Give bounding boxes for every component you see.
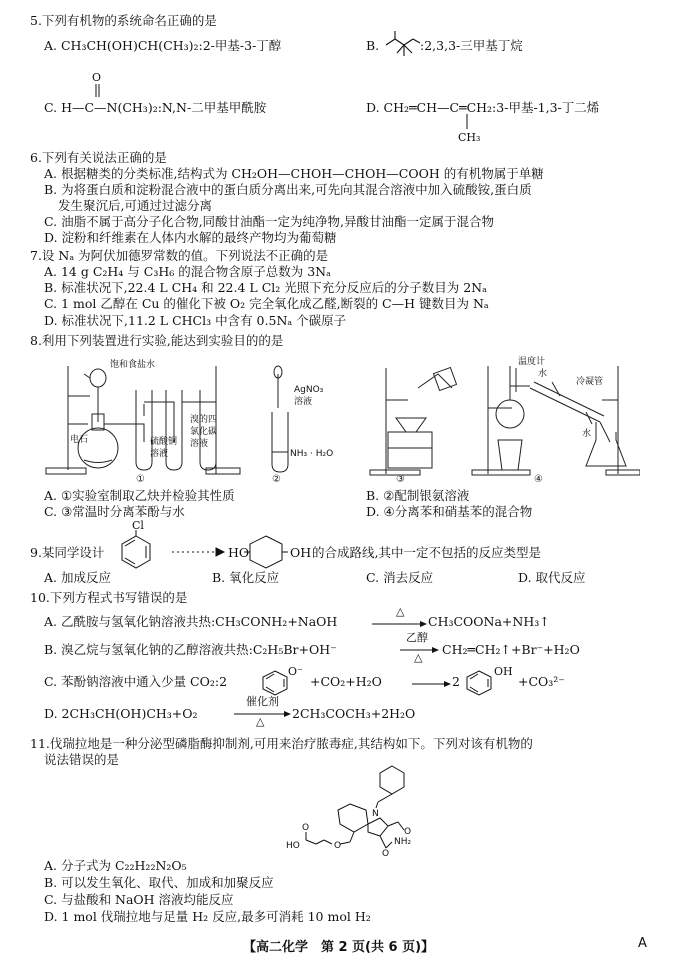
- q11-stem-line1: 11.伐瑞拉地是一种分泌型磷脂酶抑制剂,可用来治疗脓毒症,其结构如下。下列对该有机物的: [30, 736, 533, 751]
- q10-d-condition-top: 催化剂: [246, 695, 279, 708]
- label-apparatus-4: ④: [534, 474, 543, 484]
- label-cuso4: 硫酸铜: [150, 437, 178, 447]
- q5-option-a: A. CH₃CH(OH)CH(CH₃)₂:2-甲基-3-丁醇: [44, 38, 282, 53]
- q9-option-c: C. 消去反应: [366, 570, 434, 585]
- q9-hydroxy-right: OH: [290, 545, 312, 560]
- q5-b-skeletal-structure: [384, 29, 422, 61]
- acid-oxygen: O: [302, 823, 310, 833]
- q8-option-d: D. ④分离苯和硝基苯的混合物: [366, 504, 533, 519]
- amide-nh2: NH₂: [394, 837, 412, 847]
- q6-option-d: D. 淀粉和纤维素在人体内水解的最终产物均为葡萄糖: [44, 230, 337, 245]
- q7-option-d: D. 标准状况下,11.2 L CHCl₃ 中含有 0.5Nₐ 个碳原子: [44, 313, 347, 328]
- label-agno3-solution: 溶液: [294, 397, 313, 407]
- q11-option-d: D. 1 mol 伐瑞拉地与足量 H₂ 反应,最多可消耗 10 mol H₂: [44, 909, 371, 924]
- amide-oxygen: O: [404, 827, 412, 837]
- q10-option-b: B. 溴乙烷与氢氧化钠的乙醇溶液共热:C₂H₅Br+OH⁻: [44, 642, 337, 657]
- label-bromine-3: 溶液: [190, 439, 209, 449]
- q5-d-methyl: CH₃: [458, 131, 481, 144]
- q10-c-reactants: +CO₂+H₂O: [310, 674, 382, 689]
- q8-apparatus-figure: [40, 352, 640, 484]
- q5-c-double-bond: [92, 84, 104, 98]
- q9-option-b: B. 氧化反应: [212, 570, 280, 585]
- q9-option-d: D. 取代反应: [518, 570, 586, 585]
- q10-c-arrow: [412, 680, 452, 688]
- label-ammonia: NH₃ · H₂O: [290, 449, 334, 459]
- q5-option-c: C. H—C—N(CH₃)₂:N,N-二甲基甲酰胺: [44, 100, 267, 115]
- q10-a-condition: △: [396, 605, 405, 618]
- q7-option-a: A. 14 g C₂H₄ 与 C₃H₆ 的混合物含原子总数为 3Nₐ: [44, 264, 331, 279]
- q6-stem: 6.下列有关说法正确的是: [30, 150, 167, 165]
- q10-option-a: A. 乙酰胺与氢氧化钠溶液共热:CH₃CONH₂+NaOH: [44, 614, 338, 629]
- q10-b-product: CH₂═CH₂↑+Br⁻+H₂O: [442, 642, 580, 657]
- label-apparatus-3: ③: [396, 474, 405, 484]
- ketone-oxygen: O: [382, 849, 390, 856]
- label-thermometer: 温度计: [518, 357, 546, 367]
- q6-option-c: C. 油脂不属于高分子化合物,同酸甘油酯一定为纯净物,异酸甘油酯一定属于混合物: [44, 214, 495, 229]
- q6-option-b-line2: 发生聚沉后,可通过过滤分离: [58, 198, 212, 213]
- q9-hydroxy-left: HO: [228, 545, 250, 560]
- q11-option-b: B. 可以发生氧化、取代、加成和加聚反应: [44, 875, 274, 890]
- page-footer: 【高二化学 第 2 页(共 6 页)】: [242, 940, 435, 955]
- indole-nitrogen: N: [372, 809, 379, 819]
- q10-c-phenol-ring: [464, 668, 494, 698]
- q9-chloro: Cl: [132, 519, 144, 532]
- q10-a-product: CH₃COONa+NH₃↑: [428, 614, 550, 629]
- q9-stem-end: 的合成路线,其中一定不包括的反应类型是: [312, 545, 541, 560]
- label-apparatus-1: ①: [136, 474, 145, 484]
- q5-c-oxygen: O: [92, 71, 102, 84]
- label-carbide: 电石: [70, 435, 89, 445]
- q10-c-carbonate: +CO₃²⁻: [518, 674, 565, 689]
- ether-oxygen: O: [334, 841, 342, 851]
- q6-option-b-line1: B. 为将蛋白质和淀粉混合液中的蛋白质分离出来,可先向其混合溶液中加入硫酸铵,蛋白质: [44, 182, 532, 197]
- q10-a-arrow: [372, 620, 428, 628]
- q7-option-c: C. 1 mol 乙醇在 Cu 的催化下被 O₂ 完全氧化成乙醛,断裂的 C—H 键数目为 Nₐ: [44, 296, 489, 311]
- q11-option-c: C. 与盐酸和 NaOH 溶液均能反应: [44, 892, 234, 907]
- label-bromine-1: 溴的四: [190, 415, 218, 425]
- q5-option-d: D. CH₂═CH—C═CH₂:3-甲基-1,3-丁二烯: [366, 100, 600, 115]
- q8-option-c: C. ③常温时分离苯酚与水: [44, 504, 185, 519]
- q10-c-oxide: O⁻: [288, 665, 303, 678]
- label-agno3: AgNO₃: [294, 385, 324, 395]
- q8-option-a: A. ①实验室制取乙炔并检验其性质: [44, 488, 235, 503]
- q9-option-a: A. 加成反应: [44, 570, 111, 585]
- q7-option-b: B. 标准状况下,22.4 L CH₄ 和 22.4 L Cl₂ 光照下充分反应后的分子数目为 2Nₐ: [44, 280, 487, 295]
- q10-d-product: 2CH₃COCH₃+2H₂O: [292, 706, 416, 721]
- label-water-in: 水: [538, 369, 548, 379]
- q8-option-b: B. ②配制银氨溶液: [366, 488, 470, 503]
- q9-stem-start: 9.某同学设计: [30, 545, 105, 560]
- q10-c-hydroxyl: OH: [494, 665, 513, 678]
- q5-d-bond: [464, 114, 470, 130]
- q8-stem: 8.利用下列装置进行实验,能达到实验目的的是: [30, 333, 284, 348]
- q7-stem: 7.设 Nₐ 为阿伏加德罗常数的值。下列说法不正确的是: [30, 248, 329, 263]
- label-condenser: 冷凝管: [576, 377, 604, 387]
- label-bromine-2: 氯化碳: [190, 427, 218, 437]
- q5-option-b-label: B.: [366, 38, 380, 53]
- paper-version: A: [638, 936, 647, 951]
- label-brine: 饱和食盐水: [110, 360, 156, 370]
- label-water-out: 水: [582, 429, 592, 439]
- q5-option-b-name: :2,3,3-三甲基丁烷: [420, 38, 523, 53]
- q6-option-a: A. 根据糖类的分类标准,结构式为 CH₂OH—CHOH—CHOH—COOH 的有机物属于单糖: [44, 166, 544, 181]
- q5-stem: 5.下列有机物的系统命名正确的是: [30, 13, 217, 28]
- q10-c-coefficient: 2: [452, 674, 460, 689]
- label-apparatus-2: ②: [272, 474, 281, 484]
- q11-option-a: A. 分子式为 C₂₂H₂₂N₂O₅: [44, 858, 187, 873]
- q11-stem-line2: 说法错误的是: [44, 752, 120, 767]
- q10-b-condition-top: 乙醇: [406, 631, 428, 644]
- q11-varespladib-structure: [280, 762, 440, 856]
- q10-stem: 10.下列方程式书写错误的是: [30, 590, 188, 605]
- q10-d-condition-bottom: △: [256, 715, 265, 728]
- label-cuso4-solution: 溶液: [150, 449, 169, 459]
- acid-hydroxyl: HO: [286, 841, 300, 851]
- q10-b-condition-bottom: △: [414, 651, 423, 664]
- q10-option-c: C. 苯酚钠溶液中通入少量 CO₂:2: [44, 674, 228, 689]
- q10-option-d: D. 2CH₃CH(OH)CH₃+O₂: [44, 706, 198, 721]
